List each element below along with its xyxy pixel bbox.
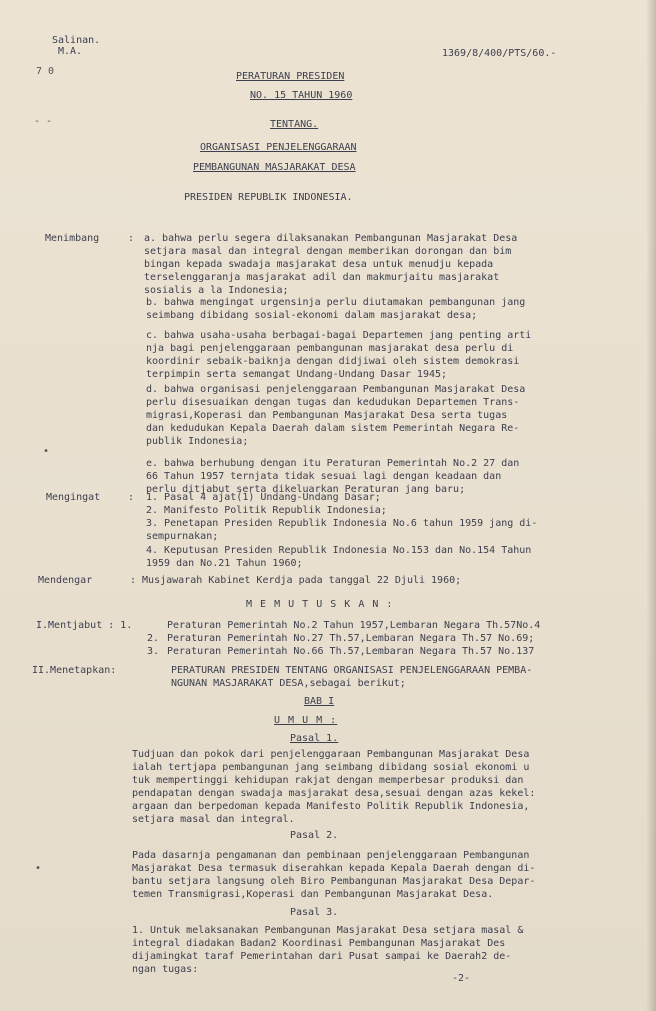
mentjabut-item-3: Peraturan Pemerintah No.66 Th.57,Lembaran Negara Th.57 No.137	[167, 646, 535, 657]
doc-title-line4: ORGANISASI PENJELENGGARAAN	[200, 142, 357, 153]
menimbang-label: Menimbang	[45, 233, 100, 244]
mendengar-text: : Musjawarah Kabinet Kerdja pada tanggal 22 Djuli 1960;	[130, 575, 462, 586]
margin-dot: •	[43, 446, 50, 457]
pasal-2-text: Pada dasarnja pengamanan dan pembinaan penjelenggaraan Pembangunan Masjarakat Desa termasuk diserahkan kepada Kepala Daerah dengan di- bantu setjara langsung oleh Biro Pembangunan Masjarakat Desa Depar- temen Transmigrasi,Koperasi dan Pembangunan Masjarakat Desa.	[132, 850, 536, 900]
mengingat-item-2: 2. Manifesto Politik Republik Indonesia;	[146, 505, 387, 516]
memutuskan-heading: M E M U T U S K A N :	[246, 599, 394, 610]
mengingat-item-3: 3. Penetapan Presiden Republik Indonesia No.6 tahun 1959 jang di- sempurnakan;	[146, 518, 538, 542]
mentjabut-label: I.Mentjabut : 1.	[36, 620, 133, 631]
doc-title-line5: PEMBANGUNAN MASJARAKAT DESA	[193, 162, 356, 173]
salinan-label: Salinan.	[52, 35, 101, 46]
mendengar-label: Mendengar	[38, 575, 93, 586]
pasal-1-heading: Pasal 1.	[290, 733, 339, 744]
doc-title-line3: TENTANG.	[270, 119, 319, 130]
pasal-1-text: Tudjuan dan pokok dari penjelenggaraan Pembangunan Masjarakat Desa ialah tertjapa pembangunan jang seimbang dibidang sosial ekonomi u tuk mempertinggi kehidupan rakjat dengan memperbesar produksi dan pendapatan dengan swadaja masjarakat desa,sesuai dengan azas kekel: argaan dan berpedoman kepada Manifesto Politik Republik Indonesia, setjara masal dan integral.	[132, 749, 536, 825]
mengingat-item-1: 1. Pasal 4 ajat(1) Undang-Undang Dasar;	[146, 492, 381, 503]
umum-heading: U M U M :	[274, 715, 338, 726]
menetapkan-label: II.Menetapkan:	[32, 665, 117, 676]
margin-mark: - -	[34, 116, 53, 127]
pasal-2-heading: Pasal 2.	[290, 830, 339, 841]
menimbang-item-b: b. bahwa mengingat urgensinja perlu diutamakan pembangunan jang seimbang dibidang sosial-ekonomi dalam masjarakat desa;	[146, 297, 526, 321]
doc-title-line1: PERATURAN PRESIDEN	[236, 71, 345, 82]
mentjabut-item-2: Peraturan Pemerintah No.27 Th.57,Lembaran Negara Th.57 No.69;	[167, 633, 535, 644]
mengingat-label: Mengingat	[46, 492, 101, 503]
menimbang-item-d: d. bahwa organisasi penjelenggaraan Pembangunan Masjarakat Desa perlu disesuaikan dengan tugas dan kedudukan Departemen Trans- migrasi,Koperasi dan Pembangunan Masjarakat Desa serta tugas dan kedudukan Kepala Daerah dalam sistem Pemerintah Negara Re- publik Indonesia;	[146, 384, 526, 447]
doc-title-line2: NO. 15 TAHUN 1960	[250, 90, 353, 101]
bab-heading: BAB I	[304, 696, 335, 707]
menimbang-colon: :	[128, 233, 135, 244]
pasal-3-heading: Pasal 3.	[290, 907, 339, 918]
doc-title-line6: PRESIDEN REPUBLIK INDONESIA.	[184, 192, 353, 203]
mentjabut-num-2: 2.	[147, 633, 160, 644]
menimbang-item-a: a. bahwa perlu segera dilaksanakan Pembangunan Masjarakat Desa setjara masal dan integral dengan memberikan dorongan dan bim bingan kepada swadaja masjarakat desa untuk menudju kepada terselenggaranja masjarakat adil dan makmurjaitu masjarakat sosialis a la Indonesia;	[144, 233, 518, 296]
reference-number: 1369/8/400/PTS/60.-	[442, 48, 557, 59]
mentjabut-item-1: Peraturan Pemerintah No.2 Tahun 1957,Lembaran Negara Th.57No.4	[167, 620, 541, 631]
menimbang-item-c: c. bahwa usaha-usaha berbagai-bagai Departemen jang penting arti nja bagi penjelenggaraan pembangunan masjarakat desa perlu di koordinir sebaik-baiknja dengan didjiwai oleh sistem demokrasi terpimpin serta semangat Undang-Undang Dasar 1945;	[146, 330, 532, 380]
mentjabut-num-3: 3.	[147, 646, 160, 657]
margin-dot: •	[35, 863, 42, 874]
menetapkan-text: PERATURAN PRESIDEN TENTANG ORGANISASI PENJELENGGARAAN PEMBA- NGUNAN MASJARAKAT DESA,sebagai berikut;	[171, 665, 533, 689]
mengingat-colon: :	[128, 492, 135, 503]
margin-mark: 7 0	[36, 66, 55, 77]
mengingat-item-4: 4. Keputusan Presiden Republik Indonesia No.153 dan No.154 Tahun 1959 dan No.21 Tahun 1960;	[146, 545, 532, 569]
salinan-sub: M.A.	[58, 46, 83, 57]
menimbang-item-e: e. bahwa berhubung dengan itu Peraturan Pemerintah No.2 27 dan 66 Tahun 1957 ternjata tidak sesuai lagi dengan keadaan dan perlu ditjabut serta dikeluarkan Peraturan jang baru;	[146, 458, 520, 495]
pasal-3-text: 1. Untuk melaksanakan Pembangunan Masjarakat Desa setjara masal & integral diadakan Badan2 Koordinasi Pembangunan Masjarakat Des dijamingkat taraf Pemerintahan dari Pusat sampai ke Daerah2 de- ngan tugas:	[132, 925, 524, 975]
next-page-number: -2-	[452, 973, 471, 984]
